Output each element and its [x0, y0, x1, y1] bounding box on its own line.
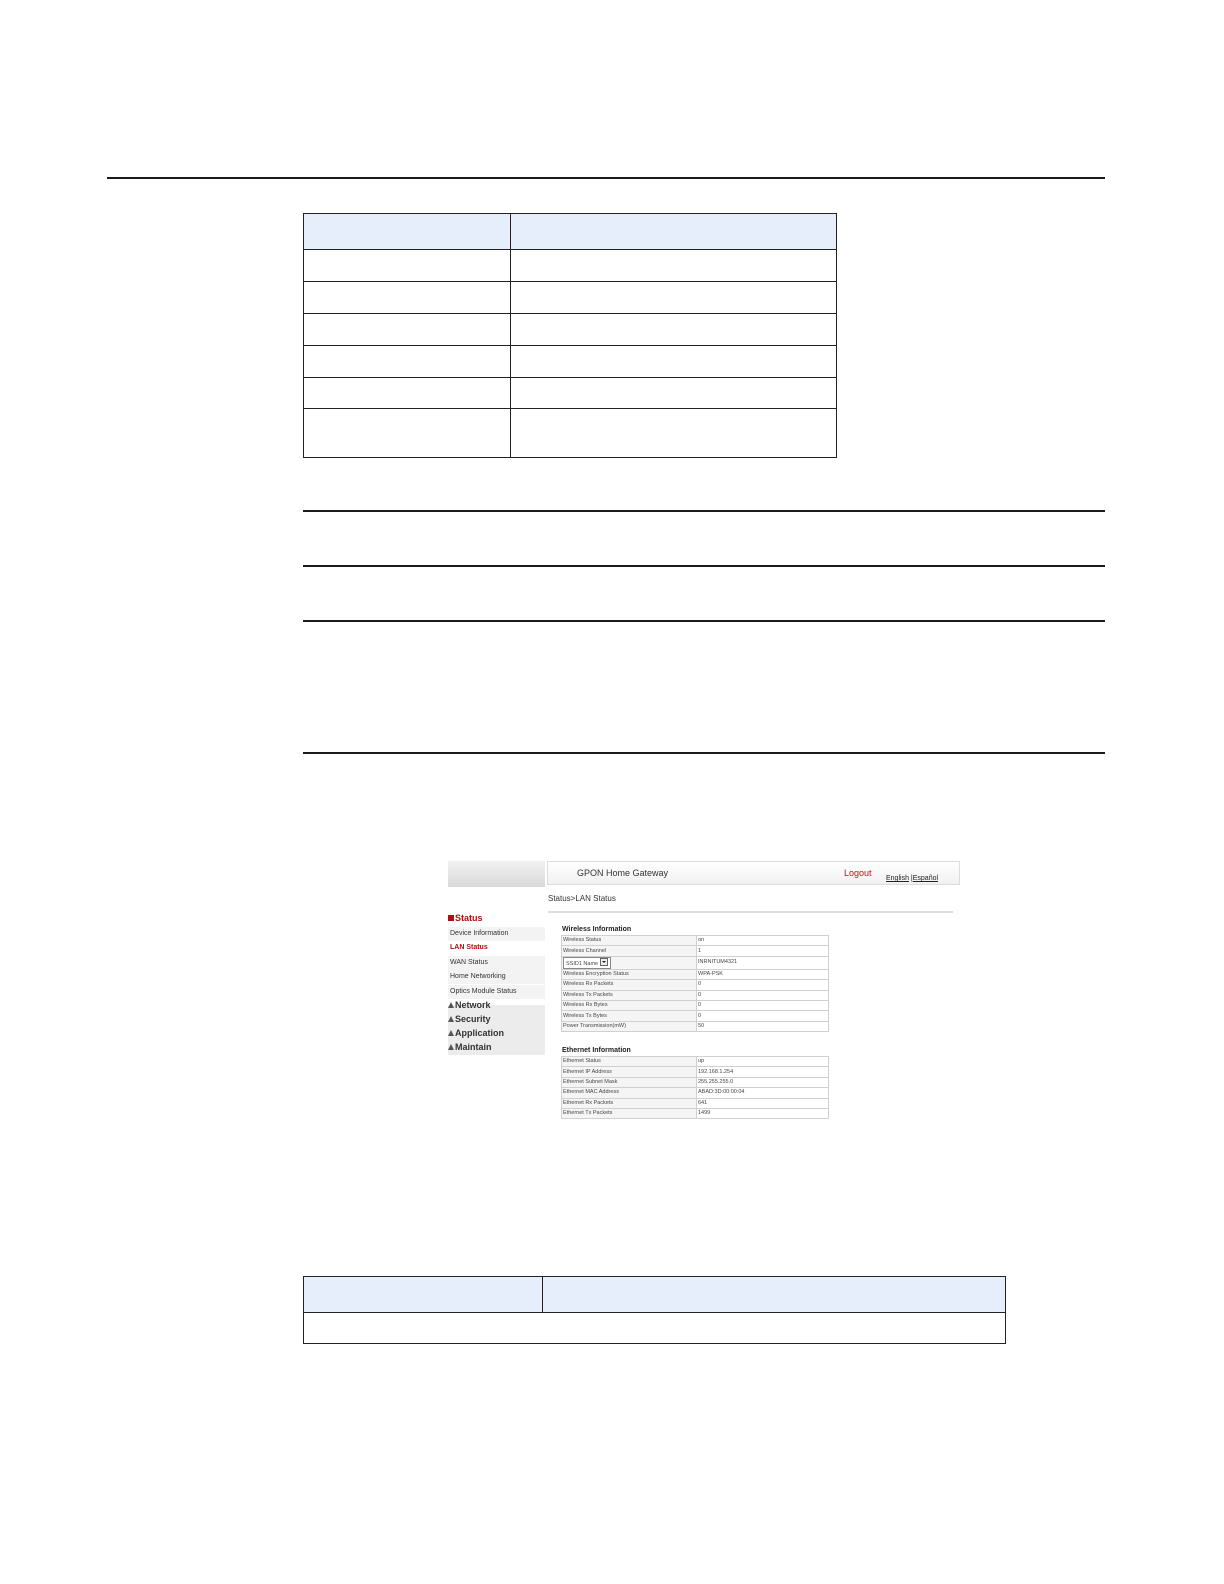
table-row [304, 314, 837, 346]
row-value: 0 [697, 1000, 829, 1010]
table-row [562, 1108, 829, 1118]
nav-group-maintain[interactable] [448, 1042, 492, 1052]
table-row [562, 936, 829, 946]
table-row [562, 1057, 829, 1067]
table-row [562, 980, 829, 990]
table-header-row [304, 214, 837, 250]
parameter-table [303, 213, 837, 458]
ssid-select-cell [562, 956, 697, 969]
row-value: 192.168.1.254 [697, 1067, 829, 1077]
expand-icon [448, 1044, 454, 1050]
table-cell [304, 314, 511, 346]
row-value: INRNITUM4321 [697, 956, 829, 969]
sidebar-item-optics-module-status[interactable]: Optics Module Status [448, 985, 545, 999]
row-key: Wireless Tx Packets [562, 990, 697, 1000]
table-row [562, 1000, 829, 1010]
table-row [562, 946, 829, 956]
table-cell [304, 282, 511, 314]
field-table [303, 1276, 1006, 1344]
row-value: 1499 [697, 1108, 829, 1118]
sidebar-item-home-networking[interactable]: Home Networking [448, 970, 545, 984]
ssid-select-label: SSID1 Name [566, 960, 599, 967]
table-header-cell [304, 1277, 543, 1313]
nav-group-application[interactable] [448, 1028, 504, 1038]
row-value: ABAD:3D:00:00:04 [697, 1088, 829, 1098]
row-value: 255.255.255.0 [697, 1077, 829, 1087]
breadcrumb-divider [548, 911, 953, 913]
row-value: 0 [697, 980, 829, 990]
breadcrumb: Status>LAN Status [548, 894, 616, 903]
table-cell [511, 409, 837, 458]
table-cell [511, 314, 837, 346]
table-cell [304, 378, 511, 409]
app-title: GPON Home Gateway [577, 868, 669, 878]
table-header-cell [511, 214, 837, 250]
row-key: Ethernet Tx Packets [562, 1108, 697, 1118]
table-row [562, 990, 829, 1000]
row-value: 1 [697, 946, 829, 956]
nav-header [448, 861, 545, 887]
logout-link[interactable]: Logout [844, 868, 872, 878]
table-header-row [304, 1277, 1006, 1313]
table-row [562, 1067, 829, 1077]
nav-group-status[interactable] [448, 913, 483, 923]
row-key: Wireless Channel [562, 946, 697, 956]
note-rule-1 [303, 510, 1105, 512]
sidebar-item-lan-status[interactable]: LAN Status [448, 941, 545, 955]
note-rule-3 [303, 620, 1105, 622]
ssid-select[interactable] [563, 957, 611, 969]
lan-status-screenshot [448, 859, 960, 1125]
nav-group-label: Application [455, 1028, 504, 1038]
table-row [562, 1098, 829, 1108]
expand-icon [448, 1016, 454, 1022]
table-row [562, 969, 829, 979]
language-switch [886, 875, 938, 882]
expand-icon [448, 1030, 454, 1036]
row-key: Wireless Status [562, 936, 697, 946]
table-cell [304, 1313, 1006, 1344]
row-key: Power Transmission(mW) [562, 1021, 697, 1031]
table-row [304, 378, 837, 409]
ethernet-table [561, 1056, 829, 1119]
table-header-cell [543, 1277, 1006, 1313]
table-row [562, 1088, 829, 1098]
table-cell [304, 409, 511, 458]
row-value: 0 [697, 1011, 829, 1021]
table-header-cell [304, 214, 511, 250]
table-row [304, 409, 837, 458]
ethernet-heading: Ethernet Information [562, 1047, 631, 1054]
sidebar-item-device-information[interactable]: Device Information [448, 927, 545, 941]
row-value: 641 [697, 1098, 829, 1108]
header-rule [107, 177, 1105, 179]
table-row [562, 956, 829, 969]
nav-group-network[interactable] [448, 1000, 491, 1010]
expand-icon [448, 1002, 454, 1008]
sidebar-item-wan-status[interactable]: WAN Status [448, 956, 545, 970]
row-value: 50 [697, 1021, 829, 1031]
table-cell [511, 282, 837, 314]
table-cell [511, 346, 837, 378]
row-value: on [697, 936, 829, 946]
row-key: Ethernet MAC Address [562, 1088, 697, 1098]
table-cell [511, 250, 837, 282]
row-key: Ethernet Rx Packets [562, 1098, 697, 1108]
collapse-icon [448, 915, 454, 921]
row-key: Ethernet IP Address [562, 1067, 697, 1077]
row-value: up [697, 1057, 829, 1067]
table-row [304, 1313, 1006, 1344]
lang-spanish-link[interactable]: Español [912, 875, 939, 882]
table-cell [304, 346, 511, 378]
table-row [304, 282, 837, 314]
note-rule-2 [303, 565, 1105, 567]
lang-separator: | [908, 875, 913, 882]
table-row [304, 250, 837, 282]
nav-group-label: Network [455, 1000, 491, 1010]
table-row [562, 1077, 829, 1087]
note-rule-4 [303, 752, 1105, 754]
wireless-table [561, 935, 829, 1032]
row-key: Ethernet Subnet Mask [562, 1077, 697, 1087]
nav-group-label: Status [455, 913, 483, 923]
chevron-down-icon [600, 958, 608, 966]
table-cell [304, 250, 511, 282]
nav-group-label: Security [455, 1014, 491, 1024]
table-row [562, 1021, 829, 1031]
row-key: Wireless Tx Bytes [562, 1011, 697, 1021]
row-value: 0 [697, 990, 829, 1000]
nav-group-label: Maintain [455, 1042, 492, 1052]
table-row [304, 346, 837, 378]
row-key: Wireless Encryption Status [562, 969, 697, 979]
row-key: Ethernet Status [562, 1057, 697, 1067]
table-cell [511, 378, 837, 409]
sidebar [448, 909, 545, 1055]
row-key: Wireless Rx Packets [562, 980, 697, 990]
table-row [562, 1011, 829, 1021]
row-value: WPA-PSK [697, 969, 829, 979]
nav-group-security[interactable] [448, 1014, 491, 1024]
row-key: Wireless Rx Bytes [562, 1000, 697, 1010]
wireless-heading: Wireless Information [562, 926, 632, 933]
lang-english-link[interactable]: English [886, 875, 909, 882]
